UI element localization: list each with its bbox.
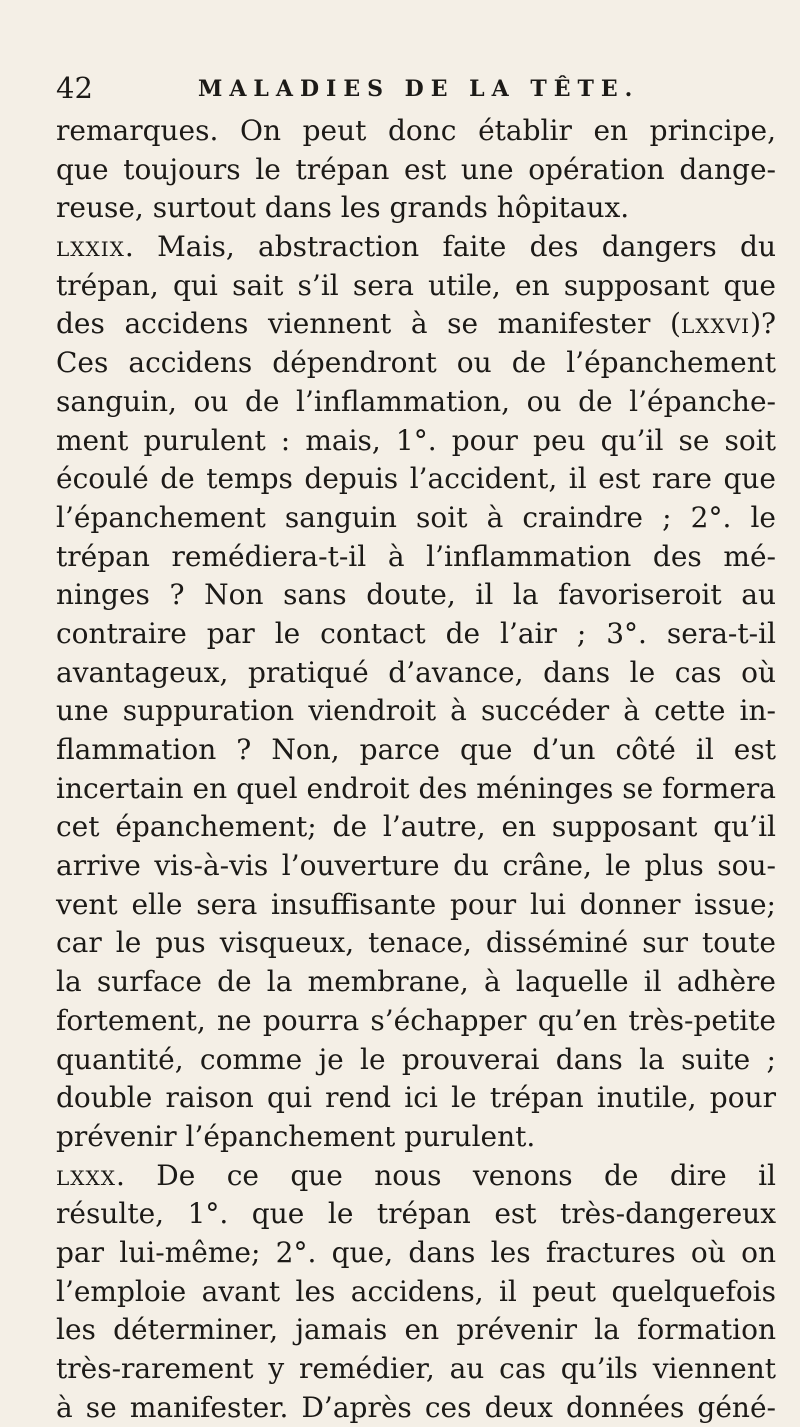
text-line: lxxix. Mais, abstraction faite des dangers du — [56, 230, 776, 264]
text-line: contraire par le contact de l’air ; 3°. sera-t-il — [56, 616, 776, 650]
text-line: Ces accidens dépendront ou de l’épanchement — [56, 346, 776, 380]
text-line: prévenir l’épanchement purulent. — [56, 1119, 536, 1153]
text-line: ninges ? Non sans doute, il la favoriseroit au — [56, 578, 776, 612]
text-line: une suppuration viendroit à succéder à cette in- — [56, 694, 776, 728]
text-line: reuse, surtout dans les grands hôpitaux. — [56, 191, 630, 225]
text-line: flammation ? Non, parce que d’un côté il est — [56, 733, 776, 766]
section-numeral: lxxix — [56, 230, 125, 264]
text-line: les déterminer, jamais en prévenir la formation — [56, 1313, 776, 1347]
text-line: des accidens viennent à se manifester (lxxvi)? — [56, 307, 776, 341]
text-line: avantageux, pratiqué d’avance, dans le cas où — [56, 655, 776, 689]
text-line: fortement, ne pourra s’échapper qu’en très-petite — [56, 1003, 776, 1037]
text-line: car le pus visqueux, tenace, disséminé sur toute — [56, 926, 776, 960]
section-numeral: lxxx — [56, 1158, 116, 1192]
running-head — [56, 70, 776, 110]
text-line: lxxx. De ce que nous venons de dire il — [56, 1158, 776, 1192]
text-line: quantité, comme je le prouverai dans la suite ; — [56, 1042, 776, 1076]
page-number: 42 — [56, 71, 93, 105]
text-line: trépan remédiera-t-il à l’inflammation des mé- — [56, 539, 776, 573]
text-line: que toujours le trépan est une opération dange- — [56, 152, 776, 186]
running-title: MALADIES DE LA TÊTE. — [198, 76, 640, 102]
text-line: ment purulent : mais, 1°. pour peu qu’il se soit — [56, 423, 776, 457]
body-text — [56, 112, 776, 1427]
text-line: à se manifester. D’après ces deux données géné- — [56, 1390, 776, 1424]
section-numeral: lxxvi — [680, 307, 751, 341]
text-line: cet épanchement; de l’autre, en supposant qu’il — [56, 810, 776, 844]
text-line: très-rarement y remédier, au cas qu’ils viennent — [56, 1352, 776, 1385]
text-line: remarques. On peut donc établir en principe, — [56, 114, 776, 147]
text-line: double raison qui rend ici le trépan inutile, pour — [56, 1081, 776, 1115]
text-line: vent elle sera insuffisante pour lui donner issue; — [56, 887, 776, 921]
text-line: par lui-même; 2°. que, dans les fractures où on — [56, 1235, 776, 1269]
text-line: résulte, 1°. que le trépan est très-dangereux — [56, 1197, 776, 1231]
text-line: l’épanchement sanguin soit à craindre ; 2°. le — [56, 500, 776, 534]
text-line: l’emploie avant les accidens, il peut quelquefois — [56, 1274, 776, 1308]
text-line: la surface de la membrane, à laquelle il adhère — [56, 965, 776, 999]
text-line: incertain en quel endroit des méninges se formera — [56, 771, 776, 805]
text-line: écoulé de temps depuis l’accident, il est rare que — [56, 462, 776, 496]
text-line: arrive vis-à-vis l’ouverture du crâne, le plus sou- — [56, 849, 776, 883]
text-line: sanguin, ou de l’inflammation, ou de l’épanche- — [56, 384, 776, 418]
text-line: trépan, qui sait s’il sera utile, en supposant que — [56, 268, 776, 302]
